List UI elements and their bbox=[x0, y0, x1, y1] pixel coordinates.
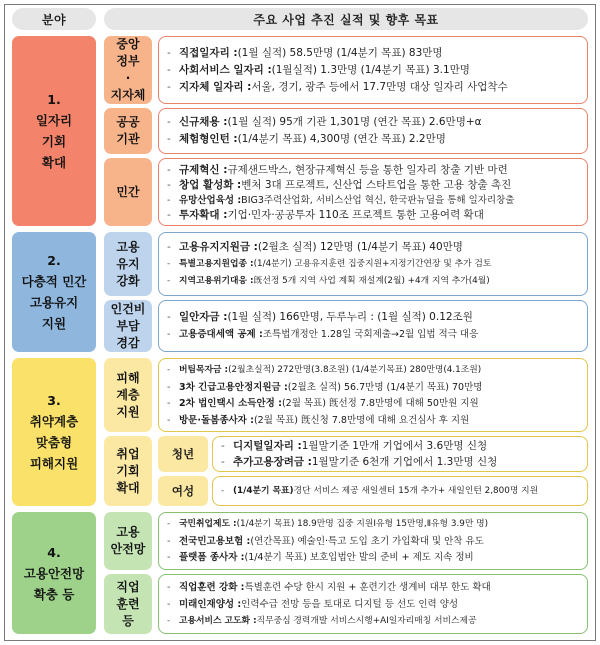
list-item: - 버팀목자금 : (2월초실적) 272만명(3.8조원) (1/4분기목표) 280만명(4.1조원) bbox=[167, 362, 581, 379]
item-key: 고용유지지원금 : bbox=[179, 240, 258, 253]
group-label-line: 기관 bbox=[116, 132, 140, 146]
group-label-line: 고용 bbox=[116, 239, 140, 254]
section-1-title-line: 기회 bbox=[41, 134, 67, 149]
group-label-line: 피해 bbox=[116, 370, 140, 385]
list-item: - 투자확대 : 기업·민자·공공투자 110조 프로젝트 통한 고용여력 확대 bbox=[167, 209, 484, 221]
item-text: 경단 서비스 제공 새일센터 15개 추가+ 새일인턴 2,800명 지원 bbox=[293, 485, 539, 496]
item-key: 사회서비스 일자리 : bbox=[179, 63, 272, 76]
section-3-damage-box bbox=[158, 358, 588, 432]
section-4-group-training bbox=[104, 574, 152, 634]
item-text: (1/4분기 목표) 4,300명 (연간 목표) 2.2만명 bbox=[237, 133, 446, 145]
list-item: - 신규채용 : (1월 실적) 95개 기관 1,301명 (연간 목표) 2.6만명+α bbox=[167, 114, 581, 131]
list-item: - 고용유지지원금 : (2월초 실적) 12만명 (1/4분기 목표) 40만명 bbox=[167, 239, 581, 256]
group-label-line: 안전망 bbox=[110, 542, 146, 556]
item-text: (연간목표) 예술인·특고 도입 초기 가입확대 및 안착 유도 bbox=[250, 535, 484, 547]
list-item: - 창업 활성화 : 벤처 3대 프로젝트, 신산업 스타트업을 통한 고용 창출 촉진 bbox=[167, 179, 512, 191]
item-key: 일안자금 : bbox=[179, 311, 228, 323]
item-key: 지자체 일자리 : bbox=[179, 80, 252, 93]
group-label-line: 강화 bbox=[116, 273, 140, 288]
group-label-line: 지원 bbox=[116, 404, 140, 419]
item-key: 추가고용장려금 : bbox=[233, 456, 312, 468]
item-text: (2월초 실적) 12만명 (1/4분기 목표) 40만명 bbox=[257, 240, 463, 253]
item-text: 특별훈련 수당 한시 지원 + 훈련기간 생계비 대부 한도 확대 bbox=[244, 581, 491, 593]
list-item: - 플랫폼 종사자 : (1/4분기 목표) 보호입법안 발의 준비 + 제도 지속 정비 bbox=[167, 549, 581, 566]
item-key: 미래인재양성 : bbox=[179, 598, 242, 610]
section-3-title-line: 3. bbox=[47, 393, 61, 408]
section-1-title-line: 1. bbox=[47, 92, 61, 107]
item-text: (1/4분기 목표) 보호입법안 발의 준비 + 제도 지속 정비 bbox=[244, 552, 474, 564]
group-label-line: 공공 bbox=[116, 115, 140, 129]
list-item: - 고용서비스 고도화 : 직무중심 경력개발 서비스시행+AI일자리매칭 서비스제공 bbox=[167, 613, 581, 630]
item-text: (1/4분기 목표) 18.9만명 집중 지원Ⅰ유형 15만명,Ⅱ유형 3.9만 명) bbox=[236, 519, 489, 529]
section-4-training-box bbox=[158, 574, 588, 634]
item-key: 고용증대세액 공제 : bbox=[179, 329, 263, 340]
list-item: - 2차 법인택시 소득안정 : (2월 목표) 旣선정 7.8만명에 대해 50만원 지원 bbox=[167, 395, 581, 412]
item-text: (1월 실적) 58.5만명 (1/4분기 목표) 83만명 bbox=[237, 46, 443, 59]
item-key: 디지털일자리 : bbox=[233, 440, 302, 452]
item-text: 서울, 경기, 광주 등에서 17.7만명 대상 일자리 사업착수 bbox=[251, 80, 508, 93]
header-category: 분야 bbox=[12, 8, 96, 30]
item-key: 투자확대 : bbox=[179, 209, 228, 221]
section-4-title-line: 4. bbox=[47, 544, 61, 560]
item-key: 2차 법인택시 소득안정 : bbox=[179, 398, 282, 409]
group-label-line: 경감 bbox=[116, 335, 140, 350]
section-2-title-line: 지원 bbox=[41, 316, 67, 331]
section-3-title-line: 맞춤형 bbox=[35, 435, 73, 450]
section-4-title bbox=[12, 512, 96, 634]
subgroup-youth-box bbox=[212, 436, 588, 472]
section-4-safety-net-box bbox=[158, 512, 588, 570]
group-label-line: 취업 bbox=[116, 446, 140, 461]
section-3-title bbox=[12, 358, 96, 506]
item-key: 고용서비스 고도화 : bbox=[179, 615, 257, 626]
group-label-line: 부담 bbox=[116, 318, 140, 333]
item-key: 특별고용지원업종 : bbox=[179, 258, 254, 269]
item-key: 3차 긴급고용안정지원금 : bbox=[179, 381, 288, 393]
list-item: - 디지털일자리 : 1월말기준 1만개 기업에서 3.6만명 신청 bbox=[221, 440, 488, 452]
section-1-group-public bbox=[104, 108, 152, 154]
item-text: 인력수급 전망 등을 토대로 디지털 등 선도 인력 양성 bbox=[241, 598, 459, 610]
section-2-title-line: 고용유지 bbox=[29, 295, 79, 310]
item-key: 유망산업육성 : bbox=[179, 195, 242, 206]
list-item: - 일안자금 : (1월 실적) 166만명, 두루누리 : (1월 실적) 0.12조원 bbox=[167, 309, 581, 326]
group-label-line: 등 bbox=[122, 613, 134, 628]
list-item: - 체험형인턴 : (1/4분기 목표) 4,300명 (연간 목표) 2.2만명 bbox=[167, 131, 581, 148]
subgroup-women-label: 여성 bbox=[158, 476, 208, 506]
group-label-line: 고용 bbox=[116, 525, 140, 539]
list-item: - 국민취업제도 : (1/4분기 목표) 18.9만명 집중 지원Ⅰ유형 15만명,Ⅱ유형 3.9만 명) bbox=[167, 516, 581, 533]
list-item: - 규제혁신 : 규제샌드박스, 현장규제혁신 등을 통한 일자리 창출 기반 마련 bbox=[167, 164, 508, 176]
list-item: - 3차 긴급고용안정지원금 : (2월초 실적) 56.7만명 (1/4분기 목표) 70만명 bbox=[167, 379, 581, 396]
group-label-line: 확대 bbox=[116, 480, 140, 495]
item-key: 직접일자리 : bbox=[179, 46, 238, 59]
item-text: (2월초실적) 272만명(3.8조원) (1/4분기목표) 280만명(4.1조원) bbox=[228, 365, 482, 375]
list-item: - 직접일자리 : (1월 실적) 58.5만명 (1/4분기 목표) 83만명 bbox=[167, 45, 581, 62]
list-item: - 사회서비스 일자리 : (1월실적) 1.3만명 (1/4분기 목표) 3.1만명 bbox=[167, 62, 581, 79]
item-text: BIG3주력산업화, 서비스산업 혁신, 한국판뉴딜을 통해 일자리창출 bbox=[241, 195, 515, 206]
section-2-title-line: 다층적 민간 bbox=[21, 274, 87, 289]
section-3-title-line: 피해지원 bbox=[29, 456, 79, 471]
list-item: - 방문·돌봄종사자 : (2월 목표) 旣신청 7.8만명에 대해 요건심사 후 지원 bbox=[167, 412, 581, 429]
list-item: - 지자체 일자리 : 서울, 경기, 광주 등에서 17.7만명 대상 일자리 사업착수 bbox=[167, 79, 581, 96]
section-1-title-line: 확대 bbox=[41, 155, 67, 170]
item-text: (1월 실적) 95개 기관 1,301명 (연간 목표) 2.6만명+α bbox=[227, 116, 482, 128]
section-3-title-line: 취약계층 bbox=[29, 414, 79, 429]
section-2-title-line: 2. bbox=[47, 253, 61, 268]
section-2-title bbox=[12, 232, 96, 352]
item-key: (1/4분기 목표) bbox=[233, 485, 294, 496]
item-key: 국민취업제도 : bbox=[179, 519, 237, 529]
section-4-title-line: 고용안전망 bbox=[23, 565, 85, 581]
item-text: (1/4분기) 고용유지훈련 집중지원+지정기간연장 및 추가 검토 bbox=[253, 258, 492, 269]
header-content: 주요 사업 추진 실적 및 향후 목표 bbox=[104, 8, 588, 30]
section-1-private-box bbox=[158, 158, 588, 226]
section-2-group-retention bbox=[104, 232, 152, 296]
item-text: 직무중심 경력개발 서비스시행+AI일자리매칭 서비스제공 bbox=[256, 615, 477, 626]
section-2-labor-cost-box bbox=[158, 300, 588, 352]
item-key: 신규채용 : bbox=[179, 116, 228, 128]
section-3-group-damage bbox=[104, 358, 152, 432]
item-text: 1월말기준 1만개 기업에서 3.6만명 신청 bbox=[301, 440, 488, 452]
list-item: - 추가고용장려금 : 1월말기준 6천개 기업에서 1.3만명 신청 bbox=[221, 456, 498, 468]
group-label-line: 계층 bbox=[116, 387, 140, 402]
item-key: 전국민고용보험 : bbox=[179, 535, 251, 547]
section-1-group-private bbox=[104, 158, 152, 226]
item-key: 지역고용위기대응 : bbox=[179, 275, 254, 286]
item-text: 기업·민자·공공투자 110조 프로젝트 통한 고용여력 확대 bbox=[227, 209, 484, 221]
subgroup-youth-label: 청년 bbox=[158, 436, 208, 472]
list-item: - (1/4분기 목표) 경단 서비스 제공 새일센터 15개 추가+ 새일인턴 2,800명 지원 bbox=[221, 483, 581, 500]
list-item: - 특별고용지원업종 : (1/4분기) 고용유지훈련 집중지원+지정기간연장 및 추가 검토 bbox=[167, 256, 581, 273]
item-key: 창업 활성화 : bbox=[179, 179, 242, 191]
section-1-title bbox=[12, 36, 96, 226]
item-text: 조특법개정안 1.28일 국회제출→2월 입법 적극 대응 bbox=[262, 329, 479, 340]
section-3-group-employment bbox=[104, 436, 152, 506]
item-text: 규제샌드박스, 현장규제혁신 등을 통한 일자리 창출 기반 마련 bbox=[227, 164, 508, 176]
group-label-line: 기회 bbox=[116, 463, 140, 478]
section-2-group-labor-cost bbox=[104, 300, 152, 352]
list-item: - 지역고용위기대응 : 旣선정 5개 지역 사업 계획 재설계(2월) +4개 지역 추가(4월) bbox=[167, 273, 581, 290]
item-text: 旣선정 5개 지역 사업 계획 재설계(2월) +4개 지역 추가(4월) bbox=[253, 275, 490, 286]
item-text: (1월 실적) 166만명, 두루누리 : (1월 실적) 0.12조원 bbox=[227, 311, 473, 323]
item-key: 버팀목자금 : bbox=[179, 365, 229, 375]
item-key: 직업훈련 강화 : bbox=[179, 581, 245, 593]
section-4-group-safety-net bbox=[104, 512, 152, 570]
group-label-line: 중앙 bbox=[116, 37, 140, 51]
group-label-line: 민간 bbox=[116, 184, 140, 199]
group-label-line: 직업 bbox=[116, 579, 140, 594]
group-label-line: 인건비 bbox=[110, 301, 146, 316]
list-item: - 유망산업육성 : BIG3주력산업화, 서비스산업 혁신, 한국판뉴딜을 통해 일자리창출 bbox=[167, 192, 581, 207]
group-label-line: 지자체 bbox=[110, 88, 146, 102]
group-label-line: 훈련 bbox=[116, 596, 140, 611]
section-2-retention-box bbox=[158, 232, 588, 296]
group-label-line: · bbox=[125, 71, 131, 85]
section-1-gov-box bbox=[158, 36, 588, 104]
item-text: (2월 목표) 旣선정 7.8만명에 대해 50만원 지원 bbox=[281, 398, 479, 409]
item-text: 1월말기준 6천개 기업에서 1.3만명 신청 bbox=[311, 456, 498, 468]
list-item: - 미래인재양성 : 인력수급 전망 등을 토대로 디지털 등 선도 인력 양성 bbox=[167, 596, 581, 613]
section-1-public-box bbox=[158, 108, 588, 154]
list-item: - 전국민고용보험 : (연간목표) 예술인·특고 도입 초기 가입확대 및 안착 유도 bbox=[167, 533, 581, 550]
list-item: - 직업훈련 강화 : 특별훈련 수당 한시 지원 + 훈련기간 생계비 대부 한도 확대 bbox=[167, 579, 581, 596]
item-text: (2월 목표) 旣신청 7.8만명에 대해 요건심사 후 지원 bbox=[253, 414, 470, 426]
group-label-line: 유지 bbox=[116, 256, 140, 271]
group-label-line: 정부 bbox=[116, 54, 140, 68]
item-key: 체험형인턴 : bbox=[179, 133, 238, 145]
section-1-group-gov bbox=[104, 36, 152, 104]
item-text: 벤처 3대 프로젝트, 신산업 스타트업을 통한 고용 창출 촉진 bbox=[241, 179, 512, 191]
item-key: 방문·돌봄종사자 : bbox=[179, 414, 254, 426]
list-item: - 고용증대세액 공제 : 조특법개정안 1.28일 국회제출→2월 입법 적극 대응 bbox=[167, 326, 581, 343]
section-4-title-line: 확충 등 bbox=[33, 586, 75, 602]
item-key: 플랫폼 종사자 : bbox=[179, 552, 245, 564]
item-key: 규제혁신 : bbox=[179, 164, 228, 176]
subgroup-women-box bbox=[212, 476, 588, 506]
section-1-title-line: 일자리 bbox=[35, 113, 73, 128]
item-text: (2월초 실적) 56.7만명 (1/4분기 목표) 70만명 bbox=[287, 381, 483, 393]
item-text: (1월실적) 1.3만명 (1/4분기 목표) 3.1만명 bbox=[271, 63, 470, 76]
